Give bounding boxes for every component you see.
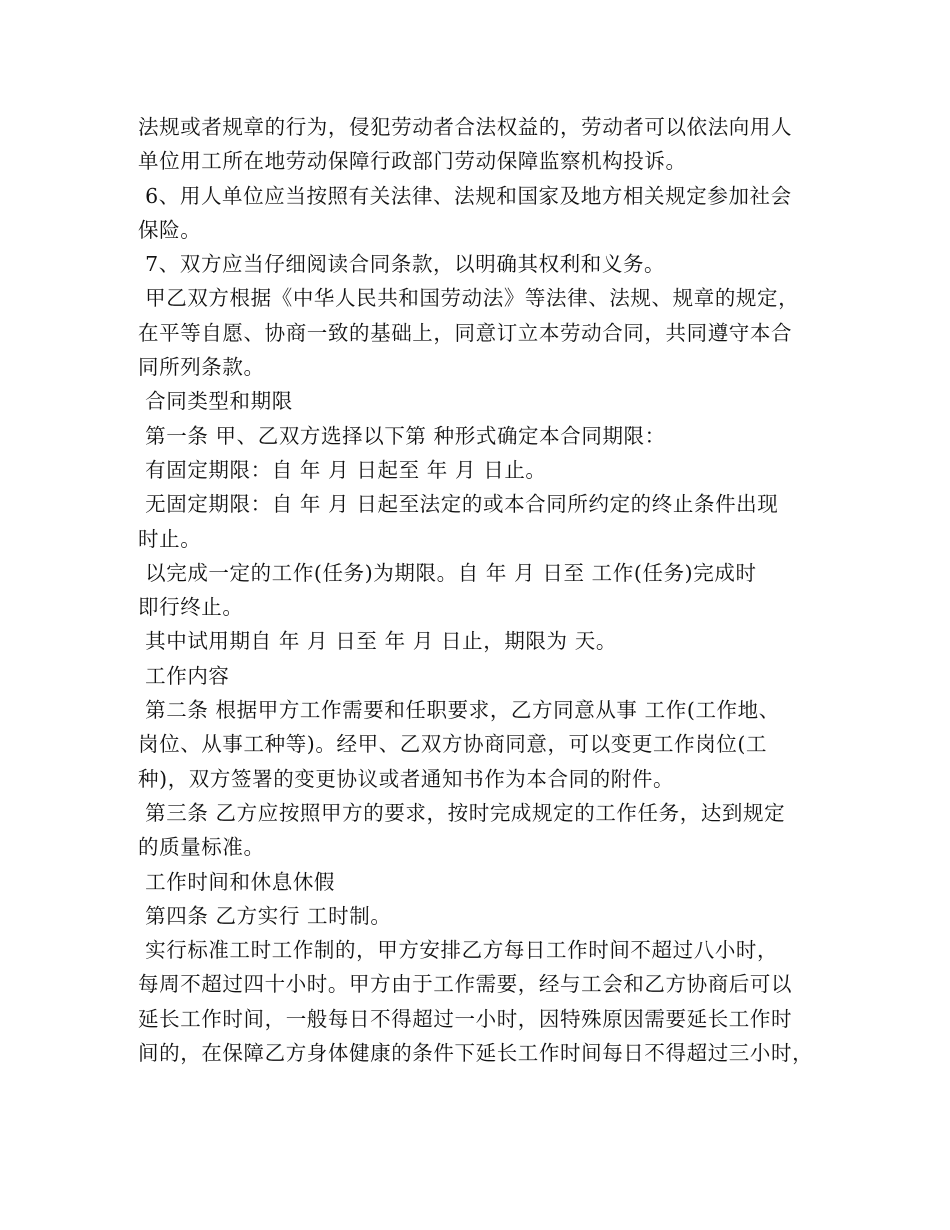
text-line: 6、用人单位应当按照有关法律、法规和国家及地方相关规定参加社会 [138,183,792,208]
text-line: 时止。 [138,526,202,551]
section-heading: 工作时间和休息休假 [138,869,336,894]
section-heading: 工作内容 [138,663,230,688]
document-page [138,110,828,1070]
text-line: 同所列条款。 [138,355,265,380]
text-line: 法规或者规章的行为，侵犯劳动者合法权益的，劳动者可以依法向用人 [138,115,793,139]
text-line: 保险。 [138,217,202,242]
text-line: 无固定期限：自 年 月 日起至法定的或本合同所约定的终止条件出现 [138,492,779,517]
text-line: 种)，双方签署的变更协议或者通知书作为本合同的附件。 [138,766,675,791]
text-line: 每周不超过四十小时。甲方由于工作需要，经与工会和乙方协商后可以 [138,972,793,997]
text-line: 实行标准工时工作制的，甲方安排乙方每日工作时间不超过八小时， [138,938,779,963]
text-line: 的质量标准。 [138,835,265,860]
section-heading: 合同类型和期限 [138,389,293,414]
text-line: 甲乙双方根据《中华人民共和国劳动法》等法律、法规、规章的规定， [138,286,800,311]
text-line: 延长工作时间，一般每日不得超过一小时，因特殊原因需要延长工作时 [138,1006,793,1031]
text-line: 以完成一定的工作(任务)为期限。自 年 月 日至 工作(任务)完成时 [138,560,757,585]
text-line: 第二条 根据甲方工作需要和任职要求，乙方同意从事 工作(工作地、 [138,698,780,723]
text-line: 在平等自愿、协商一致的基础上，同意订立本劳动合同，共同遵守本合 [138,320,793,345]
text-line: 有固定期限：自 年 月 日起至 年 月 日止。 [138,457,547,482]
text-line: 第四条 乙方实行 工时制。 [138,903,392,928]
text-line: 第三条 乙方应按照甲方的要求，按时完成规定的工作任务，达到规定 [138,800,786,825]
text-line: 岗位、从事工种等)。经甲、乙双方协商同意，可以变更工作岗位(工 [138,732,768,757]
text-line: 7、双方应当仔细阅读合同条款，以明确其权利和义务。 [138,252,666,277]
text-line: 即行终止。 [138,595,244,620]
text-line: 间的，在保障乙方身体健康的条件下延长工作时间每日不得超过三小时， [138,1041,814,1066]
text-line: 单位用工所在地劳动保障行政部门劳动保障监察机构投诉。 [138,149,687,174]
text-line: 其中试用期自 年 月 日至 年 月 日止，期限为 天。 [138,629,617,654]
text-line: 第一条 甲、乙双方选择以下第 种形式确定本合同期限： [138,423,666,448]
